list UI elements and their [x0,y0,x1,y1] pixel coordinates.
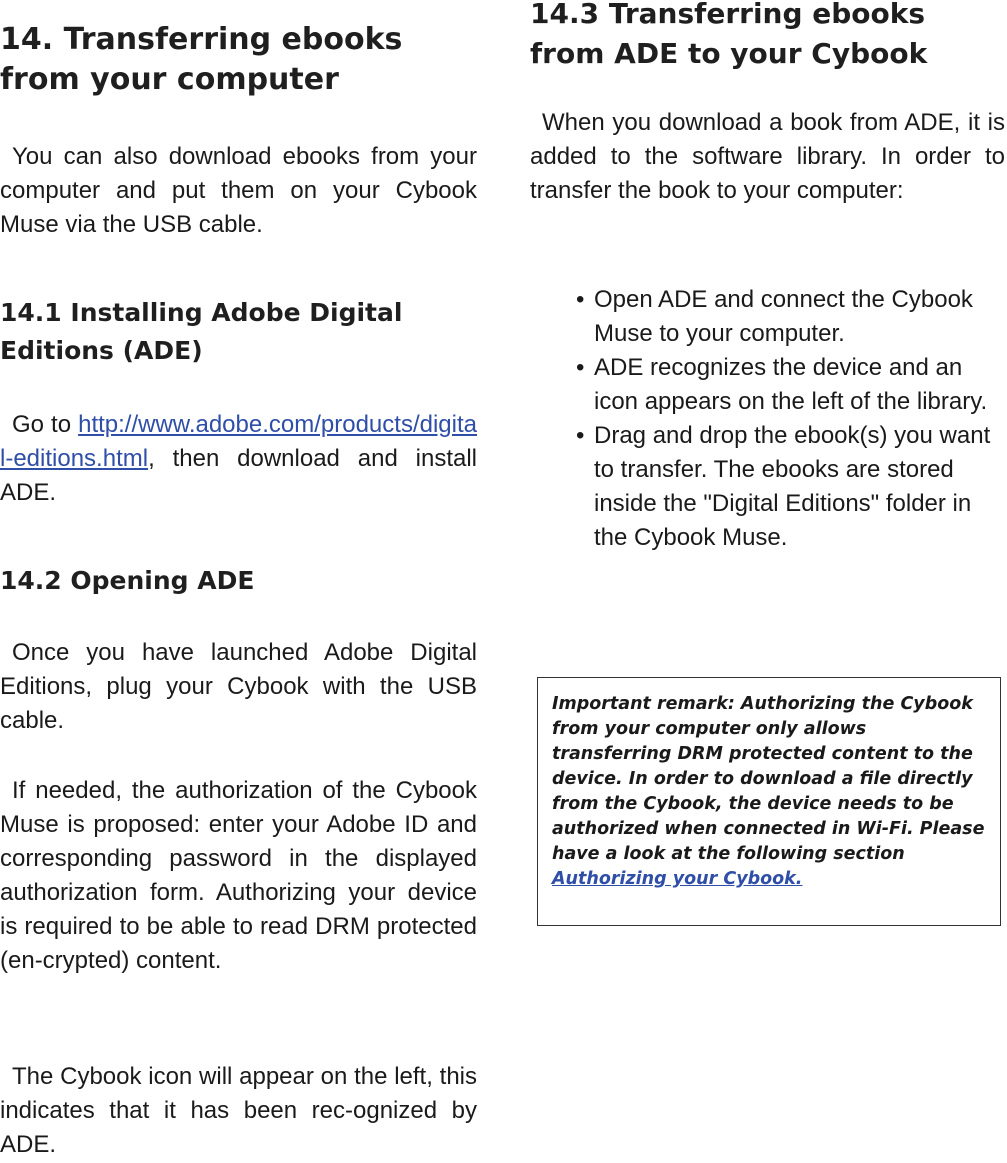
list-item: • Open ADE and connect the Cybook Muse to your computer. [576,283,1001,351]
remark-text: Important remark: Authorizing the Cybook from your computer only allows transferring DRM protected content to the device. In order to download a file directly from the Cybook, the device needs to be authorized when connected in Wi-Fi. Please have a look at the following section [552,694,985,864]
section-14-1-text-post: , then download and install ADE. [0,445,477,506]
section-14-1-title: 14.1 Installing Adobe Digital Editions (ADE) [0,298,403,365]
list-item: • Drag and drop the ebook(s) you want to transfer. The ebooks are stored inside the "Digital Editions" folder in the Cybook Muse. [576,419,1001,555]
adobe-download-link[interactable]: http://www.adobe.com/products/digital-editions.html [0,411,477,472]
section-14-1-paragraph [0,408,477,510]
section-14-1-text-pre: Go to [12,411,79,438]
section-14-2-paragraph-1: Once you have launched Adobe Digital Editions, plug your Cybook with the USB cable. [0,639,477,734]
chapter-title: 14. Transferring ebooks from your computer [0,22,403,97]
authorizing-cybook-link[interactable]: Authorizing your Cybook. [552,869,803,889]
section-14-2-paragraph-2: If needed, the authorization of the Cybook Muse is proposed: enter your Adobe ID and corresponding password in the displayed authorization form. Authorizing your device is required to be able to read DRM protected (en-crypted) content. [0,777,477,974]
section-14-3-title: 14.3 Transferring ebooks from ADE to your Cybook [530,0,928,70]
important-remark-box [537,677,1001,926]
section-14-2-title: 14.2 Opening ADE [0,566,255,595]
list-item: • ADE recognizes the device and an icon appears on the left of the library. [576,351,1001,419]
intro-paragraph: You can also download ebooks from your computer and put them on your Cybook Muse via the USB cable. [0,143,477,238]
transfer-steps-list [576,283,1001,555]
section-14-2-paragraph-3: The Cybook icon will appear on the left, this indicates that it has been rec-ognized by ADE. [0,1063,477,1158]
section-14-3-paragraph: When you download a book from ADE, it is added to the software library. In order to transfer the book to your computer: [530,109,1005,204]
